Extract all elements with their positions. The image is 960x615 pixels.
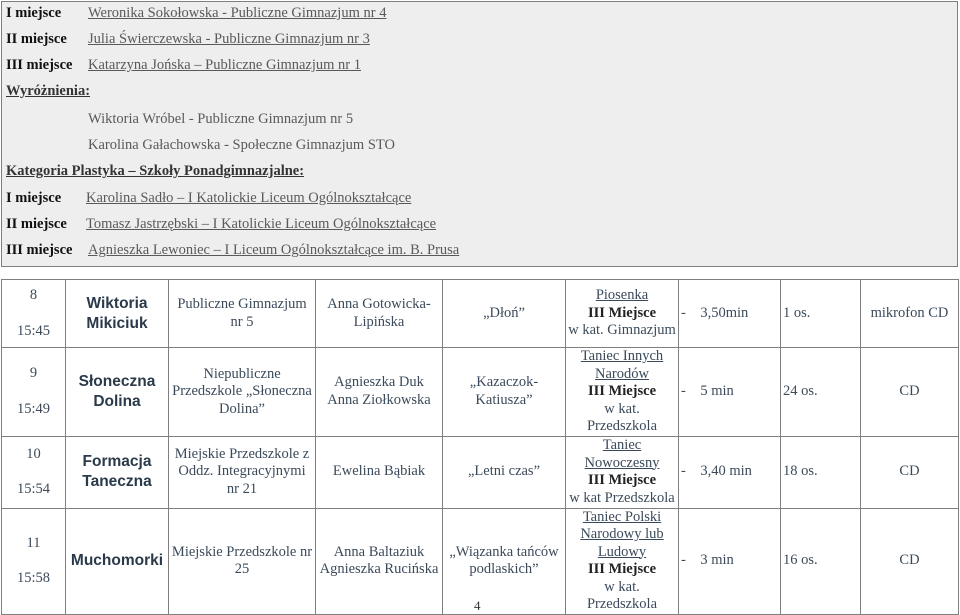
count-cell: 24 os. (781, 348, 861, 437)
equipment-cell: mikrofon CD (861, 280, 959, 348)
teacher-cell: Agnieszka Duk Anna Ziołkowska (316, 348, 443, 437)
table-row (2, 348, 959, 437)
group-cell: Formacja Taneczna (66, 436, 169, 508)
teacher-cell: Anna Baltaziuk Agnieszka Rucińska (316, 508, 443, 614)
title-cell: „Dłoń” (443, 280, 566, 348)
duration-cell: - 3 min (679, 508, 781, 614)
winner-name: Katarzyna Jońska – Publiczne Gimnazjum nr 1 (88, 57, 362, 73)
duration-cell: - 5 min (679, 348, 781, 437)
schedule-table (1, 279, 959, 615)
result-line (6, 56, 361, 74)
school-cell: Miejskie Przedszkole z Oddz. Integracyjnymi nr 21 (169, 436, 316, 508)
result-line (6, 189, 411, 207)
group-cell: Słoneczna Dolina (66, 348, 169, 437)
category-cell: Taniec Nowoczesny III Miejsce w kat Przedszkola (566, 436, 679, 508)
school-cell: Niepubliczne Przedszkole „Słoneczna Dolina” (169, 348, 316, 437)
winner-name: Karolina Sadło – I Katolickie Liceum Ogólnokształcące (86, 190, 412, 206)
table-row (2, 436, 959, 508)
title-cell: „Wiązanka tańców podlaskich” (443, 508, 566, 614)
equipment-cell: CD (861, 436, 959, 508)
group-cell: Wiktoria Mikiciuk (66, 280, 169, 348)
duration-cell: - 3,40 min (679, 436, 781, 508)
title-cell: „Kazaczok-Katiusza” (443, 348, 566, 437)
table-row (2, 280, 959, 348)
rank-label: I miejsce (6, 5, 62, 21)
duration-cell: - 3,50min (679, 280, 781, 348)
page-number: 4 (474, 598, 481, 613)
slot-cell: 9 15:49 (2, 348, 66, 437)
result-line (6, 30, 370, 48)
category-cell: Taniec Innych Narodów III Miejsce w kat. Przedszkola (566, 348, 679, 437)
teacher-cell: Ewelina Bąbiak (316, 436, 443, 508)
category-cell: Taniec Polski Narodowy lub Ludowy III Miejsce w kat. Przedszkola (566, 508, 679, 614)
teacher-cell: Anna Gotowicka-Lipińska (316, 280, 443, 348)
rank-label: I miejsce (6, 190, 62, 206)
rank-label: II miejsce (6, 216, 67, 232)
result-line (6, 215, 436, 233)
winner-name: Julia Świerczewska - Publiczne Gimnazjum nr 3 (88, 31, 370, 47)
category-cell: Piosenka III Miejsce w kat. Gimnazjum (566, 280, 679, 348)
rank-label: III miejsce (6, 57, 73, 73)
slot-cell: 8 15:45 (2, 280, 66, 348)
slot-cell: 10 15:54 (2, 436, 66, 508)
distinctions-heading: Wyróżnienia: (6, 83, 91, 99)
result-line (6, 4, 386, 22)
school-cell: Miejskie Przedszkole nr 25 (169, 508, 316, 614)
title-cell: „Letni czas” (443, 436, 566, 508)
distinction-item: Wiktoria Wróbel - Publiczne Gimnazjum nr 5 (88, 111, 354, 127)
rank-label: III miejsce (6, 242, 73, 258)
count-cell: 16 os. (781, 508, 861, 614)
equipment-cell: CD (861, 348, 959, 437)
slot-cell: 11 15:58 (2, 508, 66, 614)
result-line (6, 241, 459, 259)
count-cell: 18 os. (781, 436, 861, 508)
category-heading: Kategoria Plastyka – Szkoły Ponadgimnazjalne: (6, 163, 305, 179)
rank-label: II miejsce (6, 31, 67, 47)
group-cell: Muchomorki (66, 508, 169, 614)
winner-name: Weronika Sokołowska - Publiczne Gimnazjum nr 4 (88, 5, 387, 21)
distinction-item: Karolina Gałachowska - Społeczne Gimnazjum STO (88, 137, 395, 153)
winner-name: Agnieszka Lewoniec – I Liceum Ogólnokształcące im. B. Prusa (88, 242, 460, 258)
equipment-cell: CD (861, 508, 959, 614)
winner-name: Tomasz Jastrzębski – I Katolickie Liceum Ogólnokształcące (86, 216, 437, 232)
count-cell: 1 os. (781, 280, 861, 348)
school-cell: Publiczne Gimnazjum nr 5 (169, 280, 316, 348)
